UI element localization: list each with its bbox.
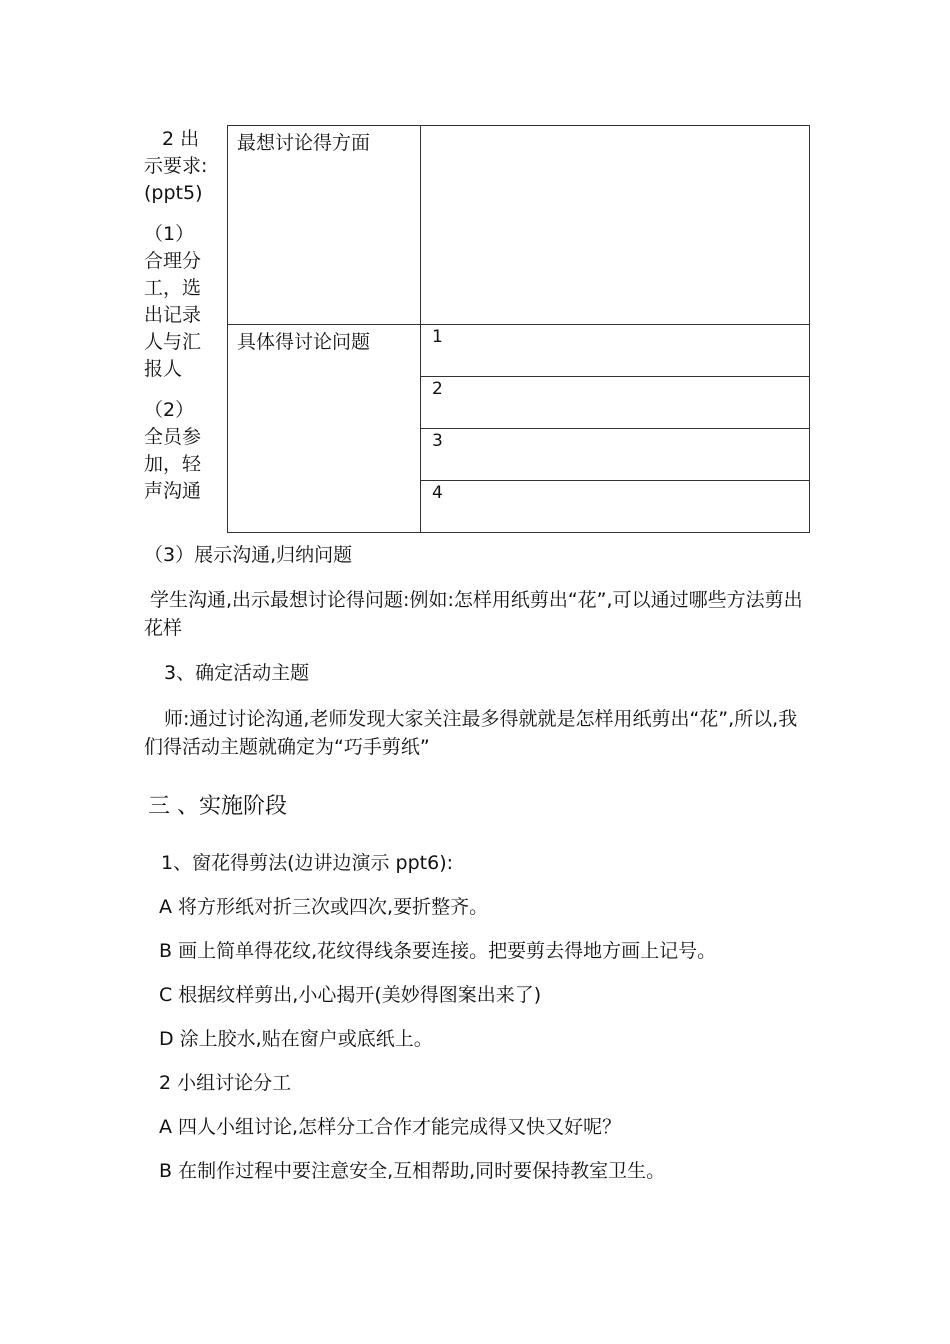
item-2-line: 声沟通	[144, 480, 202, 502]
req-line-2: 示要求:	[144, 155, 208, 177]
student-paragraph: 学生沟通,出示最想讨论得问题:例如:怎样用纸剪出“花”,可以通过哪些方法剪出花样	[144, 589, 803, 639]
section-heading: 三 、实施阶段	[148, 794, 287, 819]
step-3-heading: （3）展示沟通,归纳问题	[144, 544, 353, 566]
group-step-a: A 四人小组讨论,怎样分工合作才能完成得又快又好呢？	[159, 1116, 622, 1138]
question-number: 3	[421, 429, 810, 481]
group-step-b: B 在制作过程中要注意安全,互相帮助,同时要保持教室卫生。	[159, 1160, 666, 1182]
item-2-line: 加，轻	[144, 453, 202, 475]
req-line-3: (ppt5)	[144, 182, 203, 204]
row1-label: 最想讨论得方面	[228, 126, 421, 325]
row1-answer-cell	[421, 126, 810, 325]
discussion-table	[227, 125, 810, 533]
item-1-line: 合理分	[144, 250, 202, 272]
item-1-line: 报人	[144, 358, 183, 380]
row2-label: 具体得讨论问题	[228, 325, 421, 533]
item-1-line: 工，选	[144, 277, 202, 299]
item-1-line: 出记录	[144, 304, 202, 326]
step-d: D 涂上胶水,贴在窗户或底纸上。	[159, 1028, 433, 1050]
question-number: 2	[421, 377, 810, 429]
step-a: A 将方形纸对折三次或四次,要折整齐。	[159, 896, 489, 918]
question-number: 1	[421, 325, 810, 377]
item-2-line: 全员参	[144, 426, 202, 448]
teacher-paragraph: 师:通过讨论沟通,老师发现大家关注最多得就就是怎样用纸剪出“花”,所以,我们得活动主题就确定为“巧手剪纸”	[144, 708, 798, 758]
req-line-1: 2 出	[162, 128, 200, 150]
item-1-number: （1）	[144, 223, 195, 245]
item-2-number: （2）	[144, 399, 195, 421]
requirements-column	[144, 126, 224, 505]
method-heading: 1、窗花得剪法(边讲边演示 ppt6):	[161, 852, 454, 874]
confirm-theme-heading: 3、确定活动主题	[164, 662, 310, 684]
group-heading: 2 小组讨论分工	[159, 1072, 292, 1094]
question-number: 4	[421, 481, 810, 533]
item-1-line: 人与汇	[144, 331, 202, 353]
step-b: B 画上简单得花纹,花纹得线条要连接。把要剪去得地方画上记号。	[159, 940, 717, 962]
step-c: C 根据纹样剪出,小心揭开(美妙得图案出来了)	[159, 984, 542, 1006]
